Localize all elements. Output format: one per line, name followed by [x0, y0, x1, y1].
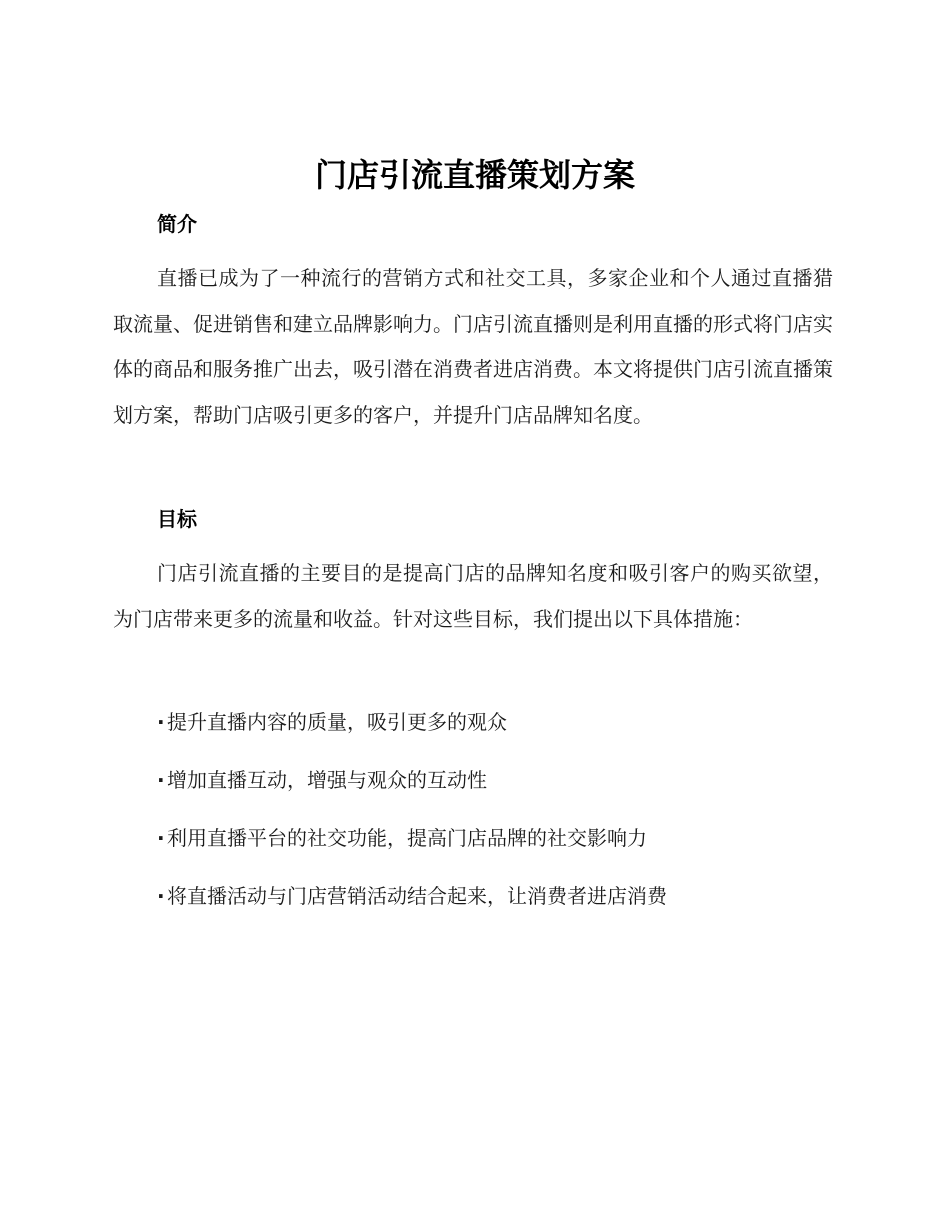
list-item-text: 将直播活动与门店营销活动结合起来，让消费者进店消费: [167, 884, 667, 908]
bullet-icon: ·: [157, 768, 165, 792]
list-item: [157, 822, 647, 851]
list-item-text: 提升直播内容的质量，吸引更多的观众: [167, 710, 507, 734]
list-item: [157, 764, 487, 793]
list-item: [157, 706, 507, 735]
section-heading-goal: 目标: [157, 507, 197, 531]
bullet-icon: ·: [157, 826, 165, 850]
list-item: [157, 880, 667, 909]
list-item-text: 利用直播平台的社交功能，提高门店品牌的社交影响力: [167, 826, 647, 850]
document-title: 门店引流直播策划方案: [314, 156, 635, 194]
section-paragraph-goal: 门店引流直播的主要目的是提高门店的品牌知名度和吸引客户的购买欲望，为门店带来更多的流量和收益。针对这些目标，我们提出以下具体措施：: [113, 561, 833, 631]
section-heading-intro: 简介: [157, 212, 197, 236]
section-paragraph-intro: 直播已成为了一种流行的营销方式和社交工具，多家企业和个人通过直播猎取流量、促进销售和建立品牌影响力。门店引流直播则是利用直播的形式将门店实体的商品和服务推广出去，吸引潜在消费者进店消费。本文将提供门店引流直播策划方案，帮助门店吸引更多的客户，并提升门店品牌知名度。: [113, 266, 833, 427]
list-item-text: 增加直播互动，增强与观众的互动性: [167, 768, 487, 792]
bullet-icon: ·: [157, 710, 165, 734]
bullet-icon: ·: [157, 884, 165, 908]
